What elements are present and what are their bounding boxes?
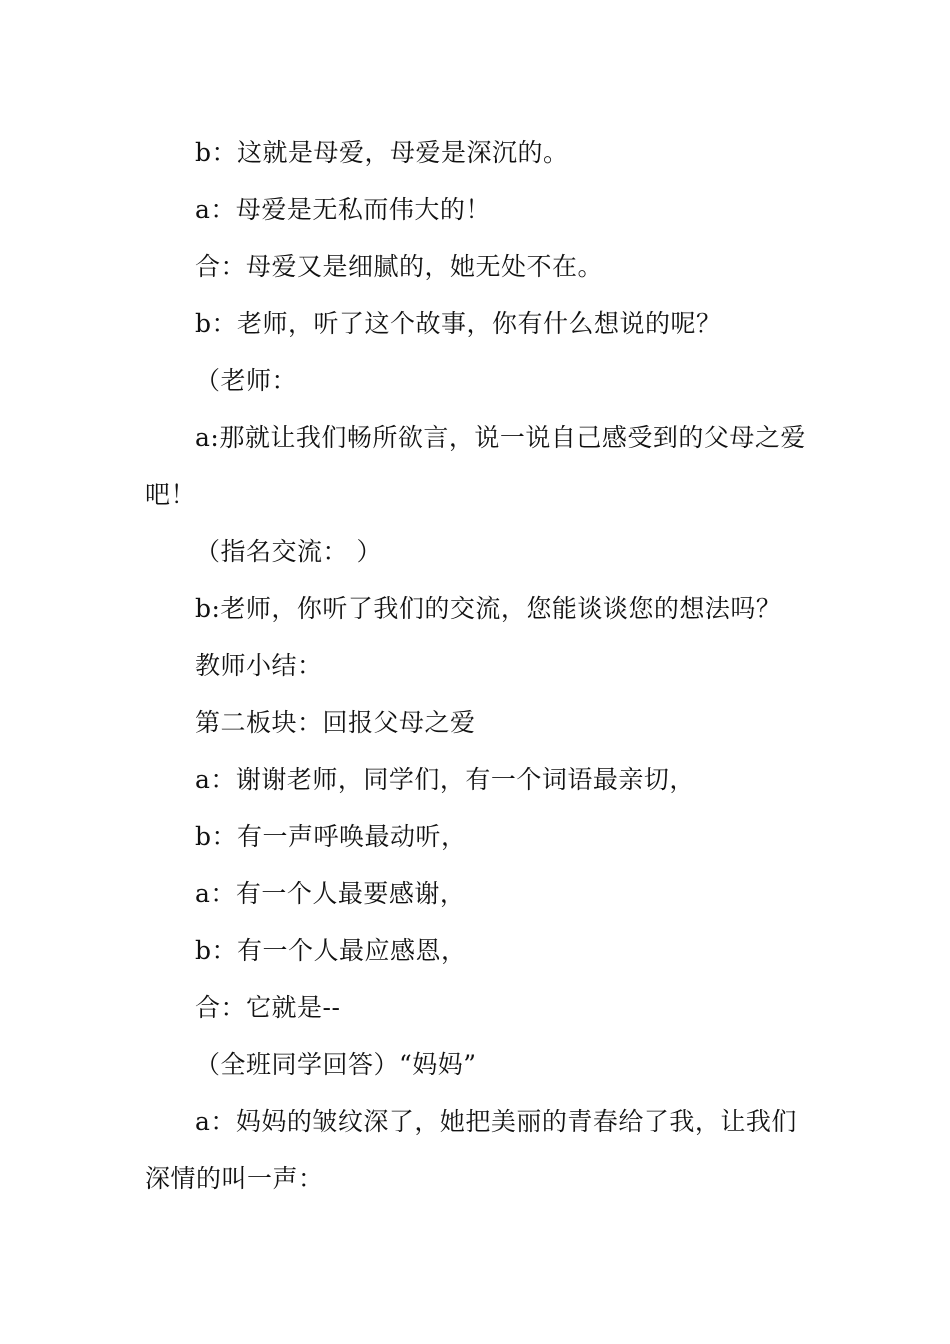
dialogue-line: b：这就是母爱，母爱是深沉的。 <box>195 138 569 167</box>
stage-note: （全班同学回答）“妈妈” <box>195 1050 477 1079</box>
stage-note: （老师： <box>195 366 298 395</box>
dialogue-line: a：有一个人最要感谢， <box>195 879 466 908</box>
dialogue-line: a：谢谢老师，同学们，有一个词语最亲切， <box>195 765 695 794</box>
stage-note: （指名交流： ） <box>195 537 382 566</box>
dialogue-line: a：妈妈的皱纹深了，她把美丽的青春给了我，让我们深情的叫一声： <box>145 1107 797 1193</box>
dialogue-line: a：母爱是无私而伟大的！ <box>195 195 491 224</box>
section-heading: 第二板块：回报父母之爱 <box>195 708 476 737</box>
dialogue-line: b:老师，你听了我们的交流，您能谈谈您的想法吗？ <box>195 594 782 623</box>
dialogue-line: b：老师，听了这个故事，你有什么想说的呢？ <box>195 309 722 338</box>
dialogue-line: 合：它就是-- <box>195 993 341 1022</box>
dialogue-line: b：有一个人最应感恩， <box>195 936 467 965</box>
section-note: 教师小结： <box>195 651 323 680</box>
dialogue-line: 合：母爱又是细腻的，她无处不在。 <box>195 252 604 281</box>
dialogue-line: a:那就让我们畅所欲言，说一说自己感受到的父母之爱吧！ <box>145 423 806 509</box>
dialogue-line: b：有一声呼唤最动听， <box>195 822 467 851</box>
